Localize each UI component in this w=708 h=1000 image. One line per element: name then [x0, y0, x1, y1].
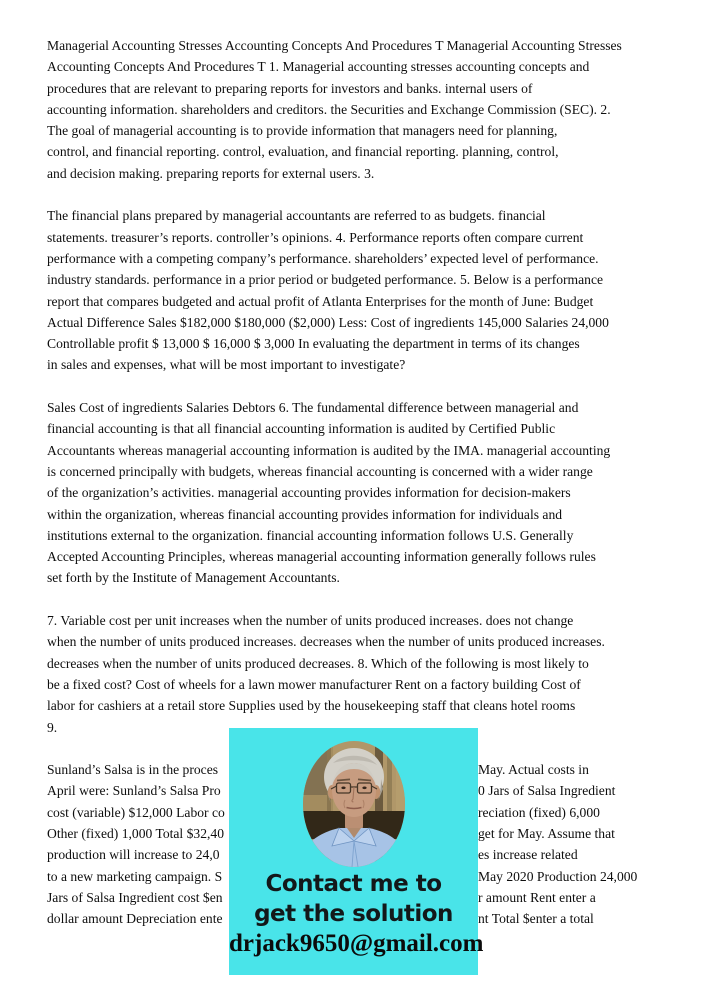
tutor-portrait-photo — [303, 741, 405, 867]
line-right-fragment: es increase related — [478, 847, 578, 863]
text-line: institutions external to the organization. financial accounting information follows U.S. Generally — [47, 527, 574, 543]
text-line: accounting information. shareholders and creditors. the Securities and Exchange Commission (SEC). 2. — [47, 101, 611, 117]
text-line: Accepted Accounting Principles, whereas managerial accounting information generally follows rules — [47, 549, 596, 565]
text-line: performance with a competing company’s performance. shareholders’ expected level of performance. — [47, 250, 599, 266]
text-line: when the number of units produced increases. decreases when the number of units produced increases. — [47, 634, 605, 650]
paragraph-4 — [47, 610, 677, 738]
line-left-fragment: April were: Sunland’s Salsa Pro — [47, 783, 221, 799]
text-line: within the organization, whereas financial accounting provides information for individuals and — [47, 506, 563, 522]
text-line: statements. treasurer’s reports. controller’s opinions. 4. Performance reports often compare current — [47, 229, 584, 245]
text-line: is concerned principally with budgets, whereas financial accounting is concerned with a wider range — [47, 463, 593, 479]
text-line: control, and financial reporting. control, evaluation, and financial reporting. planning, control, — [47, 144, 559, 160]
text-line: The goal of managerial accounting is to provide information that managers need for planning, — [47, 123, 558, 139]
line-right-fragment: r amount Rent enter a — [478, 889, 596, 905]
text-line: Accounting Concepts And Procedures T 1. Managerial accounting stresses accounting concepts and — [47, 59, 590, 75]
line-right-fragment: May 2020 Production 24,000 — [478, 868, 638, 884]
text-line: Actual Difference Sales $182,000 $180,000 ($2,000) Less: Cost of ingredients 145,000 Salaries 24,000 — [47, 314, 609, 330]
line-left-fragment: to a new marketing campaign. S — [47, 868, 223, 884]
line-right-fragment: 0 Jars of Salsa Ingredient — [478, 783, 616, 799]
overlay-heading-line2: get the solution — [254, 901, 453, 927]
line-left-fragment: Sunland’s Salsa is in the proces — [47, 762, 219, 778]
paragraph-2 — [47, 205, 677, 375]
text-line: 7. Variable cost per unit increases when the number of units produced increases. does not change — [47, 613, 574, 629]
line-left-fragment: dollar amount Depreciation ente — [47, 911, 223, 927]
text-line: Managerial Accounting Stresses Accounting Concepts And Procedures T Managerial Accounting Stresses — [47, 38, 622, 53]
text-line: The financial plans prepared by managerial accountants are referred to as budgets. financial — [47, 208, 546, 224]
line-left-fragment: cost (variable) $12,000 Labor co — [47, 804, 225, 820]
text-line: be a fixed cost? Cost of wheels for a lawn mower manufacturer Rent on a factory building Cost of — [47, 676, 581, 692]
line-right-fragment: nt Total $enter a total — [478, 911, 594, 927]
solution-ad-overlay — [229, 728, 484, 975]
text-line: industry standards. performance in a prior period or budgeted performance. 5. Below is a performance — [47, 272, 604, 288]
text-line: report that compares budgeted and actual profit of Atlanta Enterprises for the month of June: Budget — [47, 293, 594, 309]
paragraph-3 — [47, 397, 677, 589]
line-left-fragment: Jars of Salsa Ingredient cost $en — [47, 889, 223, 905]
text-line: decreases when the number of units produced decreases. 8. Which of the following is most likely to — [47, 655, 589, 671]
line-left-fragment: production will increase to 24,0 — [47, 847, 220, 863]
text-line: Sales Cost of ingredients Salaries Debtors 6. The fundamental difference between managerial and — [47, 400, 579, 416]
overlay-heading — [229, 869, 478, 929]
text-line: Accountants whereas managerial accounting information is audited by the IMA. managerial accounting — [47, 442, 611, 458]
line-left-fragment: Other (fixed) 1,000 Total $32,40 — [47, 825, 224, 841]
line-right-fragment: reciation (fixed) 6,000 — [478, 804, 600, 820]
line-right-fragment: get for May. Assume that — [478, 825, 615, 841]
text-line: set forth by the Institute of Management Accountants. — [47, 570, 340, 586]
text-line: of the organization’s activities. managerial accounting provides information for decision-makers — [47, 485, 571, 501]
line-right-fragment: May. Actual costs in — [478, 762, 589, 778]
text-line: in sales and expenses, what will be most important to investigate? — [47, 357, 406, 373]
text-line: financial accounting is that all financial accounting information is audited by Certified Public — [47, 421, 556, 437]
text-line: procedures that are relevant to preparing reports for investors and banks. internal users of — [47, 80, 533, 96]
contact-email: drjack9650@gmail.com — [229, 930, 484, 957]
text-line: Controllable profit $ 13,000 $ 16,000 $ 3,000 In evaluating the department in terms of its changes — [47, 336, 580, 352]
text-line: labor for cashiers at a retail store Supplies used by the housekeeping staff that cleans hotel rooms — [47, 698, 576, 714]
text-line: 9. — [47, 719, 58, 735]
paragraph-1 — [47, 35, 677, 184]
text-line: and decision making. preparing reports for external users. 3. — [47, 165, 375, 181]
overlay-heading-line1: Contact me to — [265, 871, 442, 897]
